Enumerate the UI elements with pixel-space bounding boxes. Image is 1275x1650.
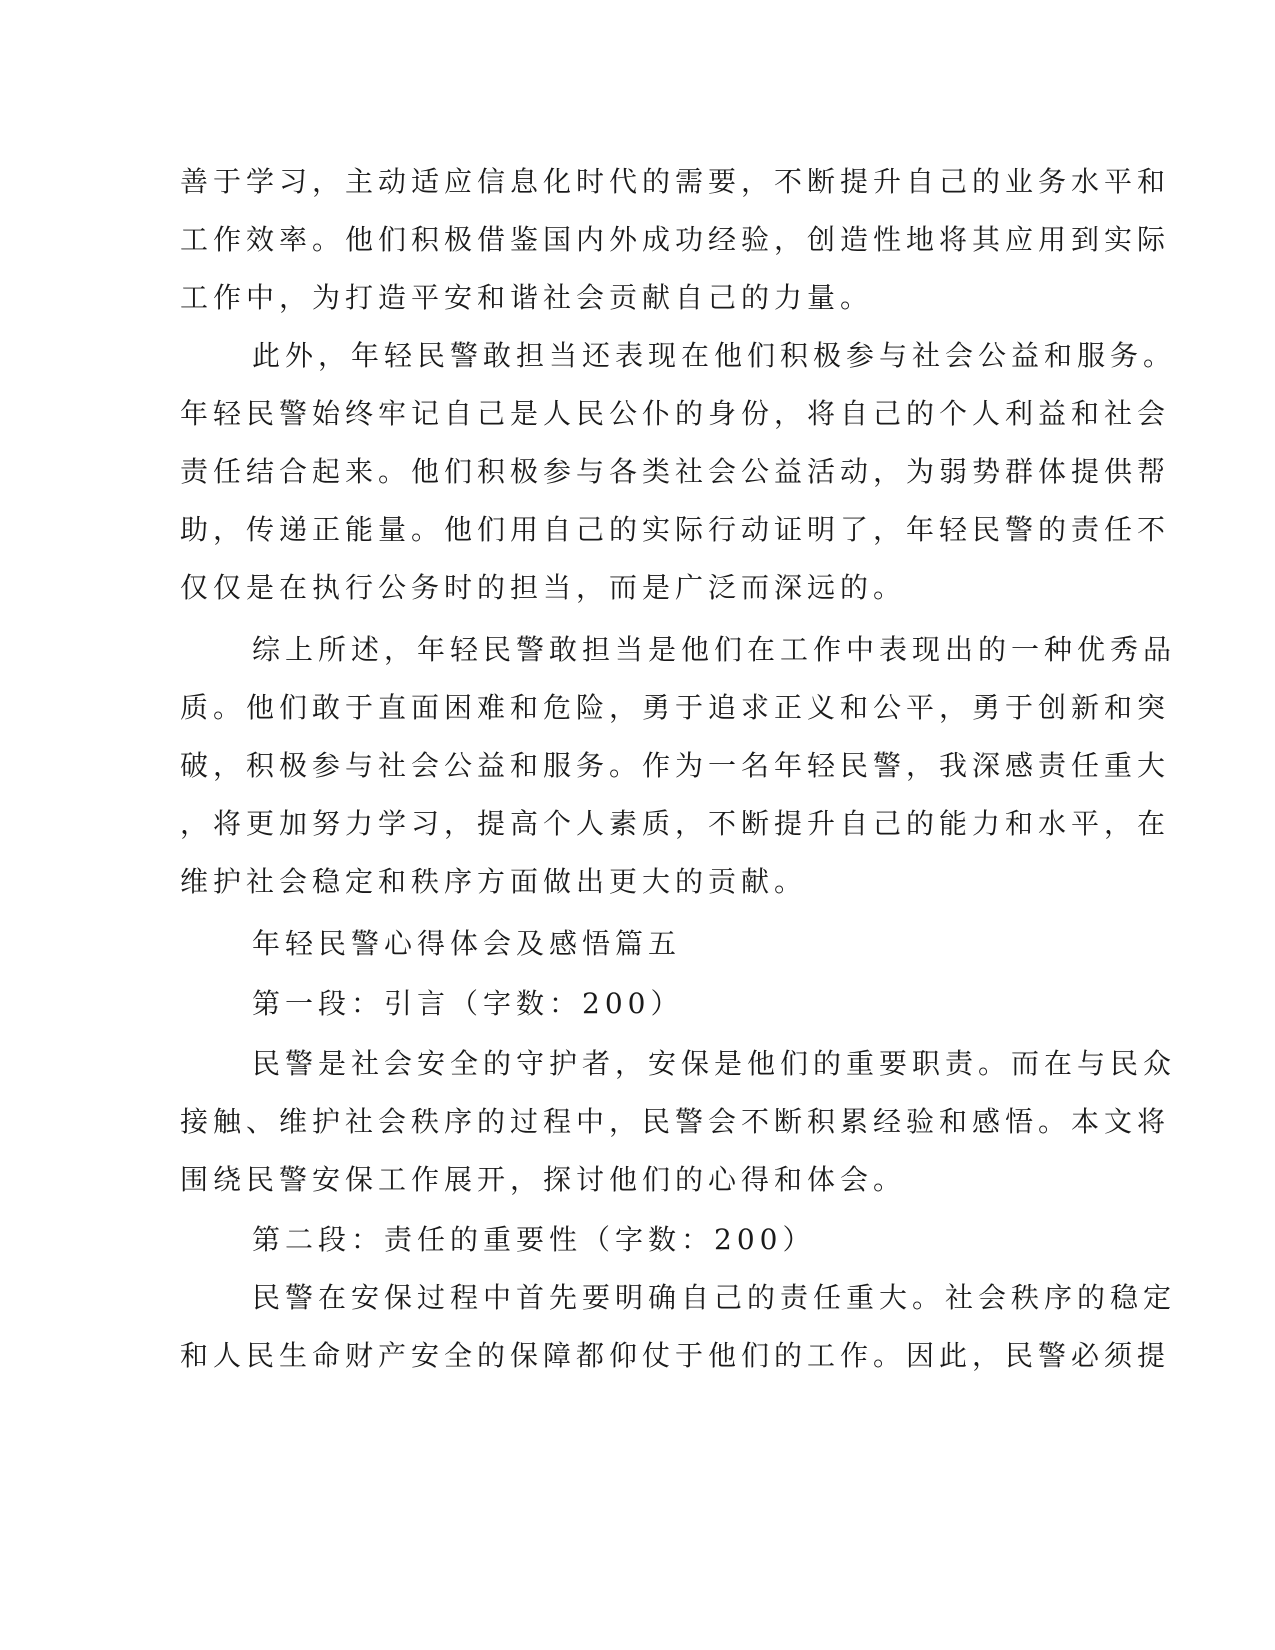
text-line: 围绕民警安保工作展开，探讨他们的心得和体会。	[180, 1163, 907, 1196]
text-line: 综上所述，年轻民警敢担当是他们在工作中表现出的一种优秀品	[252, 633, 1177, 666]
text-line: 维护社会稳定和秩序方面做出更大的贡献。	[180, 865, 808, 898]
paragraph-heading: 第二段：责任的重要性（字数：200）	[252, 1223, 816, 1256]
paragraph-heading: 第一段：引言（字数：200）	[252, 987, 684, 1020]
text-line: 民警是社会安全的守护者，安保是他们的重要职责。而在与民众	[252, 1047, 1177, 1080]
section-heading: 年轻民警心得体会及感悟篇五	[252, 927, 682, 960]
text-line: 和人民生命财产安全的保障都仰仗于他们的工作。因此，民警必须提	[180, 1339, 1171, 1372]
text-line: 年轻民警始终牢记自己是人民公仆的身份，将自己的个人利益和社会	[180, 397, 1171, 430]
text-line: 破，积极参与社会公益和服务。作为一名年轻民警，我深感责任重大	[180, 749, 1171, 782]
text-line: ，将更加努力学习，提高个人素质，不断提升自己的能力和水平，在	[180, 807, 1171, 840]
text-line: 民警在安保过程中首先要明确自己的责任重大。社会秩序的稳定	[252, 1281, 1177, 1314]
text-line: 接触、维护社会秩序的过程中，民警会不断积累经验和感悟。本文将	[180, 1105, 1171, 1138]
text-line: 工作效率。他们积极借鉴国内外成功经验，创造性地将其应用到实际	[180, 223, 1171, 256]
text-line: 工作中，为打造平安和谐社会贡献自己的力量。	[180, 281, 874, 314]
text-line: 善于学习，主动适应信息化时代的需要，不断提升自己的业务水平和	[180, 165, 1171, 198]
text-line: 质。他们敢于直面困难和危险，勇于追求正义和公平，勇于创新和突	[180, 691, 1171, 724]
text-line: 责任结合起来。他们积极参与各类社会公益活动，为弱势群体提供帮	[180, 455, 1171, 488]
text-line: 助，传递正能量。他们用自己的实际行动证明了，年轻民警的责任不	[180, 513, 1171, 546]
text-line: 仅仅是在执行公务时的担当，而是广泛而深远的。	[180, 571, 907, 604]
text-line: 此外，年轻民警敢担当还表现在他们积极参与社会公益和服务。	[252, 339, 1177, 372]
